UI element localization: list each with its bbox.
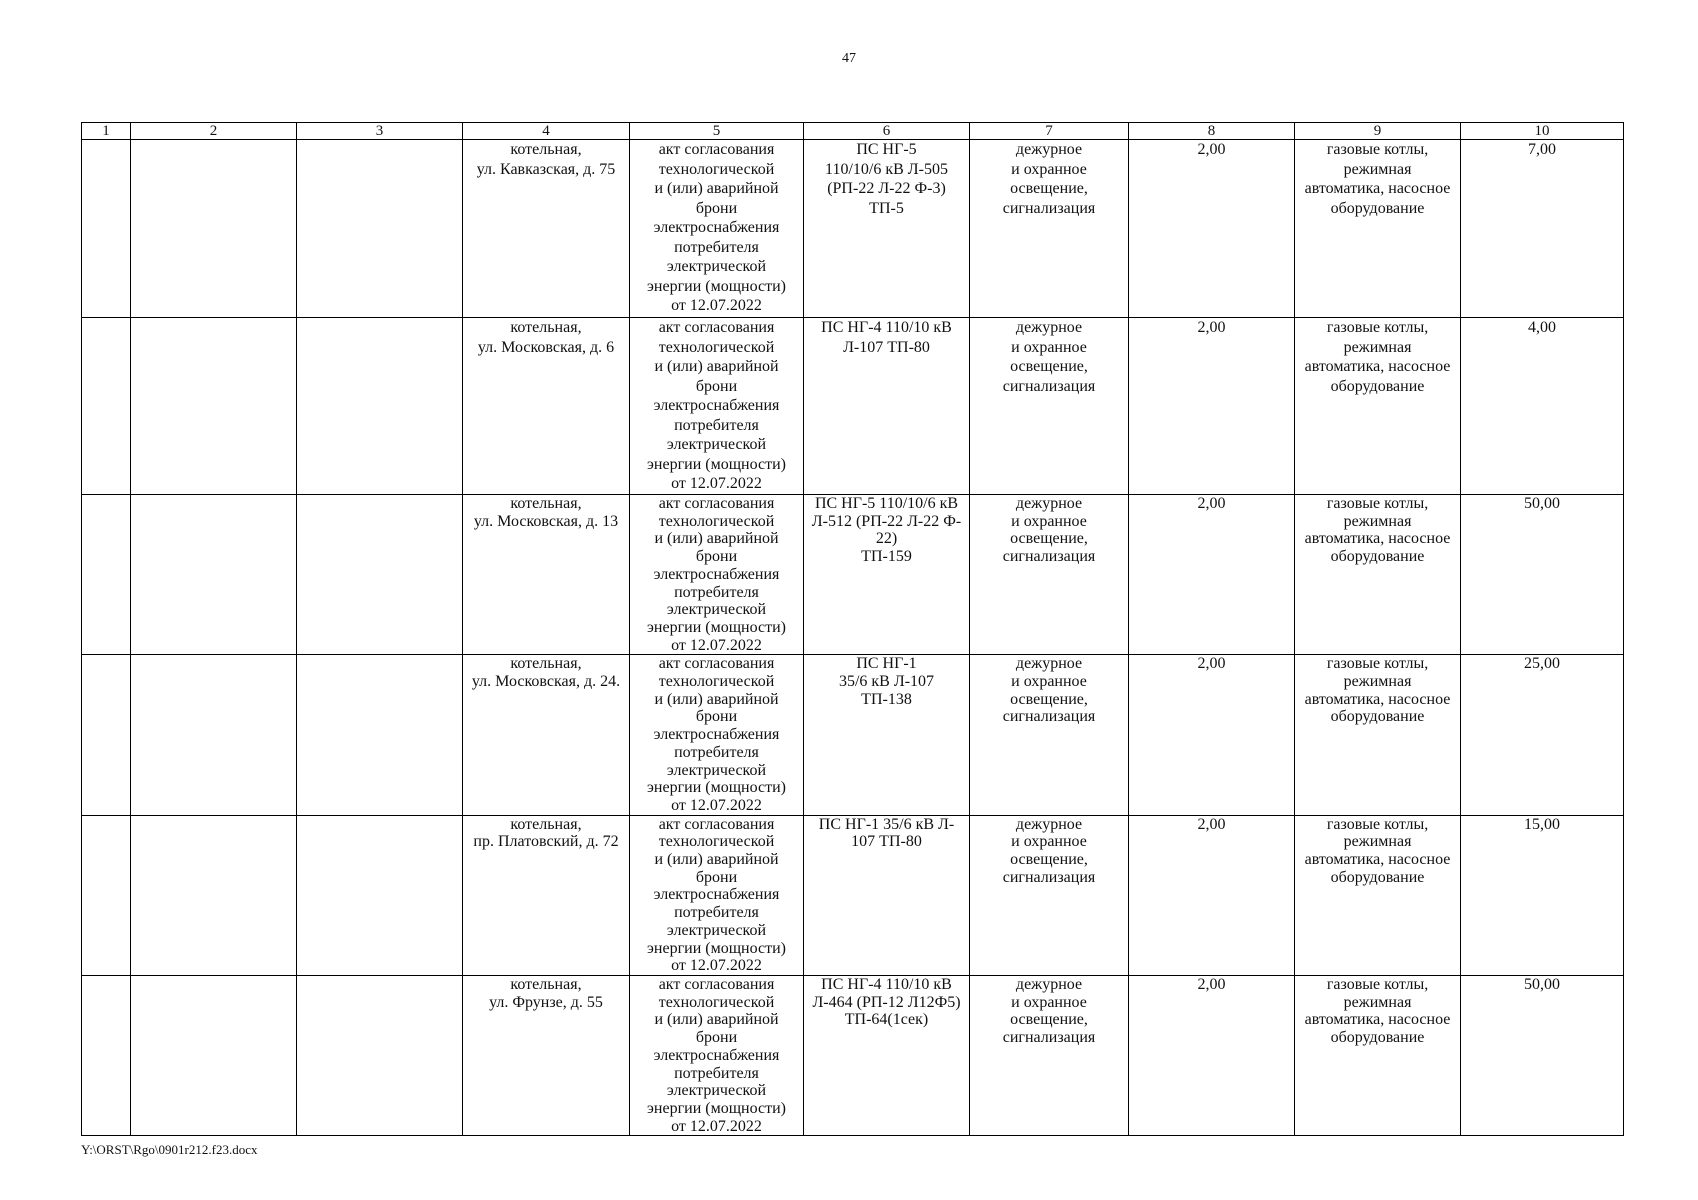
table-cell: акт согласования технологической и (или) аварийной брони электроснабжения потребителя электрической энергии (мощности) от 12.07.2022	[630, 140, 804, 318]
table-cell	[297, 318, 463, 495]
table-cell: дежурное и охранное освещение, сигнализация	[970, 815, 1129, 975]
table-cell: котельная, ул. Московская, д. 6	[463, 318, 630, 495]
table-cell: ПС НГ-5 110/10/6 кВ Л-512 (РП-22 Л-22 Ф- 22) ТП-159	[804, 495, 970, 655]
table-cell: дежурное и охранное освещение, сигнализация	[970, 975, 1129, 1135]
column-header: 10	[1461, 123, 1624, 140]
column-header: 2	[131, 123, 297, 140]
column-header: 6	[804, 123, 970, 140]
table-cell	[82, 975, 131, 1135]
table-cell: 2,00	[1129, 140, 1295, 318]
table-cell: ПС НГ-5 110/10/6 кВ Л-505 (РП-22 Л-22 Ф-3) ТП-5	[804, 140, 970, 318]
table-row	[82, 495, 1624, 655]
table-row	[82, 655, 1624, 815]
column-header: 5	[630, 123, 804, 140]
table-cell: газовые котлы, режимная автоматика, насосное оборудование	[1295, 318, 1461, 495]
table-cell: 2,00	[1129, 815, 1295, 975]
table-cell: акт согласования технологической и (или) аварийной брони электроснабжения потребителя электрической энергии (мощности) от 12.07.2022	[630, 495, 804, 655]
table-cell: газовые котлы, режимная автоматика, насосное оборудование	[1295, 495, 1461, 655]
table-cell	[131, 815, 297, 975]
table-cell: газовые котлы, режимная автоматика, насосное оборудование	[1295, 815, 1461, 975]
table-cell: ПС НГ-4 110/10 кВ Л-464 (РП-12 Л12Ф5) ТП-64(1сек)	[804, 975, 970, 1135]
table-cell	[131, 975, 297, 1135]
table-cell: 50,00	[1461, 975, 1624, 1135]
table-cell: акт согласования технологической и (или) аварийной брони электроснабжения потребителя электрической энергии (мощности) от 12.07.2022	[630, 655, 804, 815]
table-cell: 7,00	[1461, 140, 1624, 318]
table-cell: 2,00	[1129, 318, 1295, 495]
table-cell	[297, 495, 463, 655]
column-header: 9	[1295, 123, 1461, 140]
table-row	[82, 318, 1624, 495]
table-cell: котельная, ул. Фрунзе, д. 55	[463, 975, 630, 1135]
table-cell: дежурное и охранное освещение, сигнализация	[970, 140, 1129, 318]
table-cell: акт согласования технологической и (или) аварийной брони электроснабжения потребителя электрической энергии (мощности) от 12.07.2022	[630, 815, 804, 975]
table-cell: 15,00	[1461, 815, 1624, 975]
table-cell: газовые котлы, режимная автоматика, насосное оборудование	[1295, 655, 1461, 815]
table-cell: 2,00	[1129, 655, 1295, 815]
table-row	[82, 815, 1624, 975]
table-cell: котельная, ул. Московская, д. 24.	[463, 655, 630, 815]
table-cell	[131, 140, 297, 318]
table-cell	[131, 495, 297, 655]
column-header: 3	[297, 123, 463, 140]
table-cell: ПС НГ-4 110/10 кВ Л-107 ТП-80	[804, 318, 970, 495]
table-cell: ПС НГ-1 35/6 кВ Л-107 ТП-138	[804, 655, 970, 815]
table-cell: ПС НГ-1 35/6 кВ Л- 107 ТП-80	[804, 815, 970, 975]
table-cell: газовые котлы, режимная автоматика, насосное оборудование	[1295, 140, 1461, 318]
table-cell	[82, 815, 131, 975]
document-path: Y:\ORST\Rgo\0901r212.f23.docx	[81, 1142, 258, 1157]
page-number: 47	[842, 51, 856, 66]
column-header: 7	[970, 123, 1129, 140]
table-cell: 2,00	[1129, 975, 1295, 1135]
table-cell	[82, 318, 131, 495]
table-row	[82, 140, 1624, 318]
table-cell: дежурное и охранное освещение, сигнализация	[970, 318, 1129, 495]
column-header: 8	[1129, 123, 1295, 140]
table-cell: 50,00	[1461, 495, 1624, 655]
table-header-row	[82, 123, 1624, 140]
table-cell: котельная, ул. Московская, д. 13	[463, 495, 630, 655]
table-cell: дежурное и охранное освещение, сигнализация	[970, 495, 1129, 655]
data-table	[81, 122, 1624, 1136]
table-cell	[297, 655, 463, 815]
table-cell: газовые котлы, режимная автоматика, насосное оборудование	[1295, 975, 1461, 1135]
table-cell	[297, 140, 463, 318]
table-cell	[82, 140, 131, 318]
table-cell: акт согласования технологической и (или) аварийной брони электроснабжения потребителя электрической энергии (мощности) от 12.07.2022	[630, 318, 804, 495]
column-header: 1	[82, 123, 131, 140]
table-cell: акт согласования технологической и (или) аварийной брони электроснабжения потребителя электрической энергии (мощности) от 12.07.2022	[630, 975, 804, 1135]
table-cell: 2,00	[1129, 495, 1295, 655]
table-cell	[82, 495, 131, 655]
table-cell	[297, 815, 463, 975]
table-cell	[82, 655, 131, 815]
table-cell: котельная, ул. Кавказская, д. 75	[463, 140, 630, 318]
table-cell: 25,00	[1461, 655, 1624, 815]
table-row	[82, 975, 1624, 1135]
table-cell: дежурное и охранное освещение, сигнализация	[970, 655, 1129, 815]
column-header: 4	[463, 123, 630, 140]
table-cell: 4,00	[1461, 318, 1624, 495]
table-cell	[131, 318, 297, 495]
table-cell	[131, 655, 297, 815]
table-cell: котельная, пр. Платовский, д. 72	[463, 815, 630, 975]
table-cell	[297, 975, 463, 1135]
